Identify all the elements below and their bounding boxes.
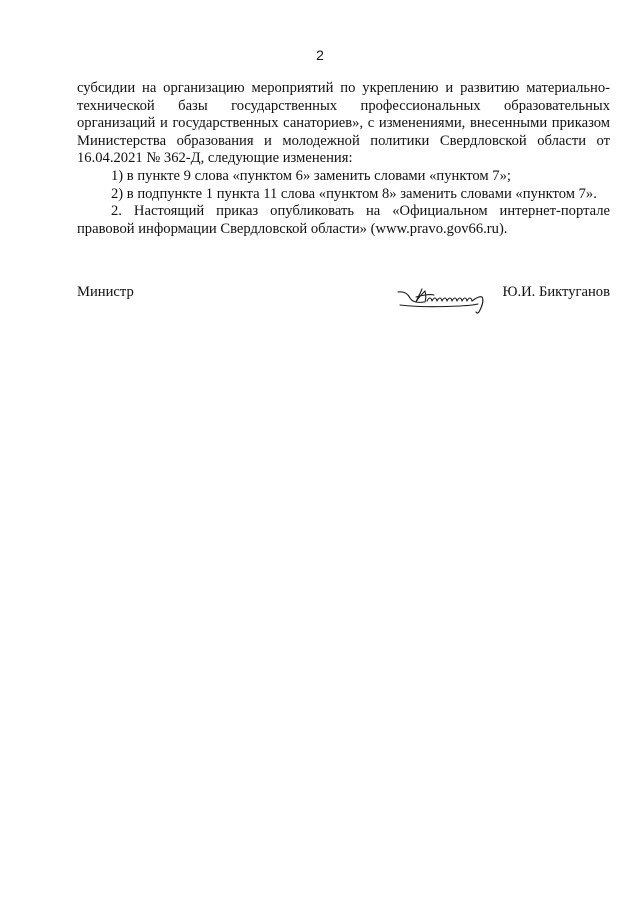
page-number: 2 [316, 47, 324, 63]
handwritten-signature [394, 278, 494, 316]
paragraph-continuation: субсидии на организацию мероприятий по укреплению и развитию материально-технической базы государственных профессиональных образовательных организаций и государственных санаториев», с изменениями, внесенными приказом Министерства образования и молодежной политики Свердловской области от 16.04.2021 № 362-Д, следующие изменения: [77, 80, 610, 167]
paragraph-publication: 2. Настоящий приказ опубликовать на «Официальном интернет-портале правовой информации Свердловской области» (www.pravo.gov66.ru). [77, 203, 610, 237]
paragraph-item-1: 1) в пункте 9 слова «пунктом 6» заменить словами «пунктом 7»; [111, 167, 511, 184]
paragraph-item-2: 2) в подпункте 1 пункта 11 слова «пунктом 8» заменить словами «пунктом 7». [111, 185, 597, 202]
signer-name: Ю.И. Биктуганов [502, 284, 610, 300]
signer-position: Министр [77, 284, 134, 300]
signature-block [77, 278, 610, 328]
document-body [77, 80, 610, 238]
